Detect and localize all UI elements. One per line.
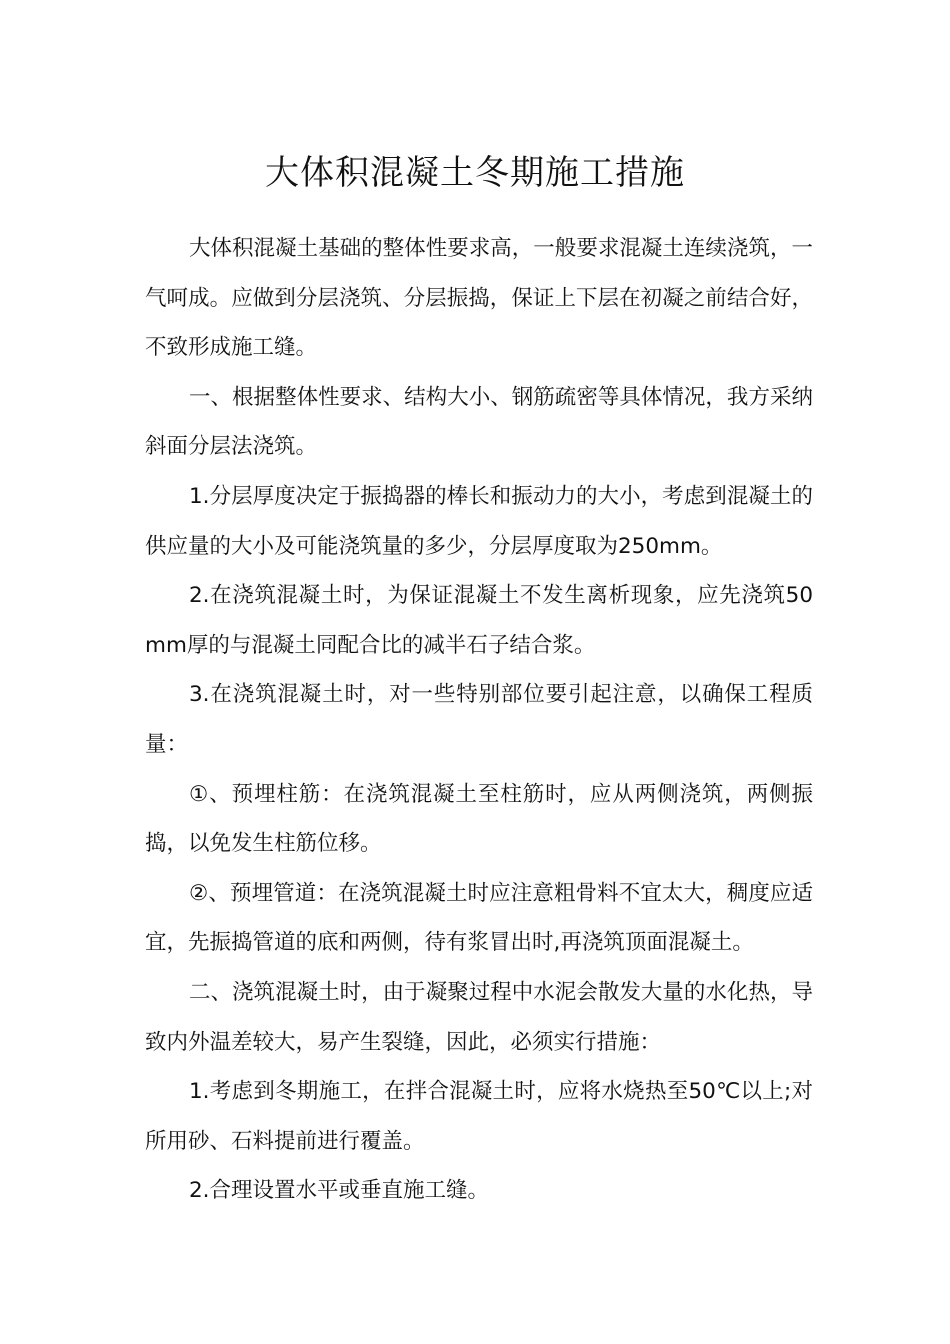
paragraph-subitem-embedded-pipes: ②、预埋管道：在浇筑混凝土时应注意粗骨料不宜太大，稠度应适宜，先振捣管道的底和两侧，待有浆冒出时,再浇筑顶面混凝土。 — [145, 880, 813, 956]
paragraph-section-1: 一、根据整体性要求、结构大小、钢筋疏密等具体情况，我方采纳斜面分层法浇筑。 — [145, 384, 813, 460]
paragraph-item-1-1: 1.分层厚度决定于振捣器的棒长和振动力的大小，考虑到混凝土的供应量的大小及可能浇筑量的多少，分层厚度取为250mm。 — [145, 483, 813, 559]
document-body — [145, 224, 813, 1216]
paragraph-item-1-3: 3.在浇筑混凝土时，对一些特别部位要引起注意，以确保工程质量： — [145, 682, 813, 757]
paragraph-subitem-embedded-rebar: ①、预埋柱筋：在浇筑混凝土至柱筋时，应从两侧浇筑，两侧振捣，以免发生柱筋位移。 — [145, 781, 813, 857]
paragraph-item-2-1: 1.考虑到冬期施工，在拌合混凝土时，应将水烧热至50℃以上;对所用砂、石料提前进行覆盖。 — [145, 1079, 813, 1154]
paragraph-section-2: 二、浇筑混凝土时，由于凝聚过程中水泥会散发大量的水化热，导致内外温差较大，易产生裂缝，因此，必须实行措施： — [145, 979, 813, 1055]
paragraph-item-2-2: 2.合理设置水平或垂直施工缝。 — [189, 1178, 490, 1204]
paragraph-item-1-2: 2.在浇筑混凝土时，为保证混凝土不发生离析现象，应先浇筑50mm厚的与混凝土同配合比的减半石子结合浆。 — [145, 583, 813, 658]
document-title: 大体积混凝土冬期施工措施 — [265, 153, 685, 193]
paragraph-intro: 大体积混凝土基础的整体性要求高，一般要求混凝土连续浇筑，一气呵成。应做到分层浇筑、分层振捣，保证上下层在初凝之前结合好，不致形成施工缝。 — [145, 236, 813, 361]
